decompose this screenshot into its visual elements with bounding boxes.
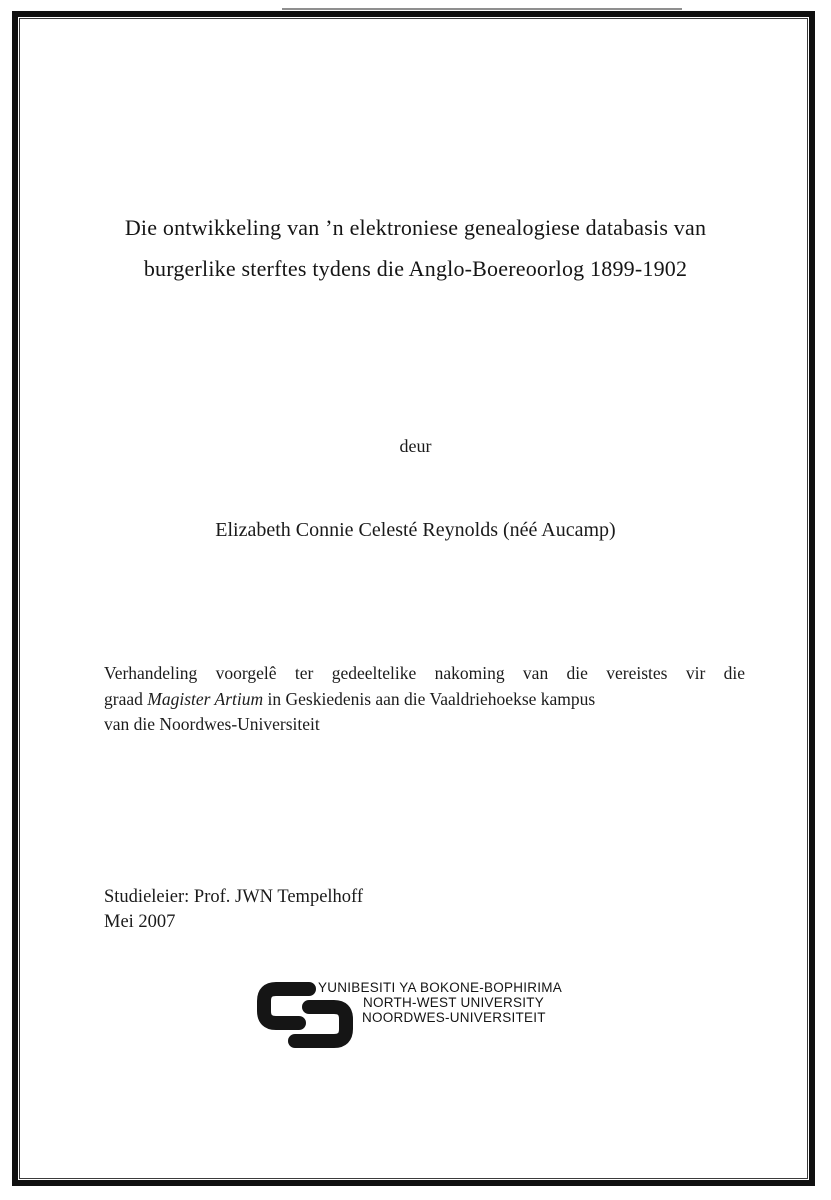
nwu-logo-text xyxy=(318,980,562,1025)
nwu-logo-text-setswana: YUNIBESITI YA BOKONE-BOPHIRIMA xyxy=(318,980,563,995)
degree-statement-line2-pre: graad xyxy=(104,688,148,709)
degree-statement xyxy=(104,661,745,738)
scan-artifact-line xyxy=(282,8,682,10)
degree-statement-line3: van die Noordwes-Universiteit xyxy=(104,714,320,734)
nwu-logo-text-afrikaans: NOORDWES-UNIVERSITEIT xyxy=(362,1010,546,1025)
author-name: Elizabeth Connie Celesté Reynolds (néé Aucamp) xyxy=(215,519,616,541)
byline: deur xyxy=(399,436,432,456)
thesis-title-line2: burgerlike sterftes tydens die Anglo-Boereoorlog 1899-1902 xyxy=(143,256,688,281)
thesis-title-line1: Die ontwikkeling van ’n elektroniese genealogiese databasis van xyxy=(124,215,707,240)
degree-statement-line2-post: in Geskiedenis aan die Vaaldriehoekse kampus xyxy=(263,688,596,709)
degree-statement-line2 xyxy=(104,687,745,713)
date-line: Mei 2007 xyxy=(104,912,176,932)
degree-statement-line1: Verhandeling voorgelê ter gedeeltelike nakoming van die vereistes vir die xyxy=(104,663,745,683)
thesis-title xyxy=(95,207,736,289)
degree-name: Magister Artium xyxy=(147,688,264,709)
nwu-logo-text-english: NORTH-WEST UNIVERSITY xyxy=(363,995,545,1010)
supervisor-line: Studieleier: Prof. JWN Tempelhoff xyxy=(104,887,364,907)
